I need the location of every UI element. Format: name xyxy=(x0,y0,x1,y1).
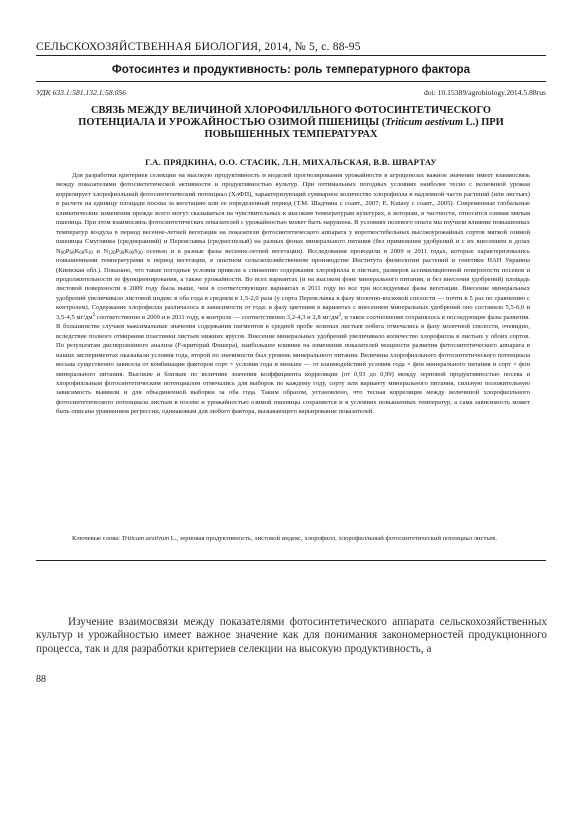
title-part-1: СВЯЗЬ МЕЖДУ ВЕЛИЧИНОЙ ХЛОРОФИЛЛЬНОГО ФОТОСИНТЕТИЧЕСКОГО ПОТЕНЦИАЛА И УРОЖАЙНОСТЬЮ ОЗИМОЙ ПШЕНИЦЫ ( xyxy=(78,105,491,129)
article-title xyxy=(66,105,516,142)
abstract xyxy=(56,171,530,417)
body-paragraph: Изучение взаимосвязи между показателями фотосинтетического аппарата сельскохозяйственных культур и урожайностью имеет важное значение как для понимания закономерностей продукционного процесса, так и для разработки критериев селекции на высокую продуктивность, а xyxy=(36,616,547,655)
udc-code: УДК 633.1:581.132.1:58.056 xyxy=(36,88,126,97)
abstract-subscript: 90 xyxy=(119,250,125,256)
abstract-text: P xyxy=(115,247,120,255)
journal-header: СЕЛЬСКОХОЗЯЙСТВЕННАЯ БИОЛОГИЯ, 2014, № 5, с. 88-95 xyxy=(36,40,361,53)
abstract-text: S xyxy=(84,247,88,255)
doi: doi: 10.15389/agrobiology.2014.5.88rus xyxy=(423,88,546,97)
abstract-subscript: 90 xyxy=(60,250,66,256)
abstract-subscript: 90 xyxy=(129,250,135,256)
abstract-text: K xyxy=(74,247,80,255)
abstract-text: соответственно в 2009 и в 2011 году, в контроле — соответственно 3,2-4,3 и 2,8 мг/дм xyxy=(95,313,339,321)
title-latin-name: Triticum aestivum xyxy=(385,117,464,129)
abstract-subscript: 120 xyxy=(108,250,116,256)
keywords-text: L., зерновая продуктивность, листовой индекс, хлорофилл, хлорофилльный фотосинтетический потенциал листьев. xyxy=(169,535,498,542)
section-title: Фотосинтез и продуктивность: роль температурного фактора xyxy=(111,63,471,76)
abstract-text: осенью и в разные фазы весенне-летней вегетации). Исследования проводили в 2009 и 2011 годах, которые характеризовались повышенными температурами в период вегетации, в опытном сельскохозяйственном производстве Института физиологии растений и генетики НАН Украины (Киевская обл.). Показано, что такие погодные условия привели к снижению содержания хлорофилла в листьях, размеров ассимиляционной поверхности посевов и продолжительности ее функционирования, а также урожайности. Во всех вариантах (и на высоком фоне минерального питания, и без внесения удобрений) площадь листовой поверхности в 2009 году была выше, чем в соответствующих вариантах в 2011 году во все три исследуемые фазы вегетации. Внесение минеральных удобрений увеличивало листовой индекс в оба года в среднем в 1,5-2,0 раза (у сорта Переяславка в фазу молочно-восковой спелости — почти в 5 раз по сравнению с контролем). Содержание хлорофилла различалось в зависимости от года: в фазу цветения в вариантах с внесением минеральных удобрений оно составило 5,5-6,0 и 3,5-4,5 мг/дм xyxy=(56,247,530,321)
keywords-label: Ключевые слова: xyxy=(72,535,122,542)
abstract-subscript: 20 xyxy=(137,250,143,256)
keywords xyxy=(56,534,530,543)
title-part-2: L.) ПРИ ПОВЫШЕННЫХ ТЕМПЕРАТУРАХ xyxy=(204,117,504,141)
abstract-text: , и такое соотношение сохранялось в последующие фазы развития. В большинстве случаев максимальные значения содержания пигментов в средней пробе зеленых листьев побега отмечались в фазу молочной спелости, очевидно, вследствие полного отмирания пластинки листьев нижних ярусов. Внесение минеральных удобрений увеличивало количество хлорофилла в листьях у обоих сортов. По результатам дисперсионного анализа (F-критерий Фишера), наибольшее влияние на изменения показателей мощности развития фотосинтетического аппарата в наших экспериментах оказывали условия года, второй по значимости был уровень минерального питания. Величина хлорофилльного фотосинтетического потенциала весьма существенно зависела от комбинации факторов сорт × условия года и меньше — от взаимодействий условия года × фон минерального питания и сорт × фон минерального питания. Высокие и близкие по величине значения коэффициента корреляции (от 0,93 до 0,99) между зерновой продуктивностью посева и хлорофилльным фотосинтетическим потенциалом отмечались для выборок по каждому году, сорту или варианту минерального питания, сильную положительную зависимость выявили и для объединенной выборки за оба года. Таким образом, установлено, что тесная корреляция между величиной хлорофилльного фотосинтетического потенциала листьев в посеве и урожайностью озимой пшеницы сохраняется и в условиях повышенных температур, а сама зависимость может быть описана уравнением регрессии, одинаковым для любого фактора, вызывающего варьирование показателей. xyxy=(56,313,530,416)
page-number: 88 xyxy=(36,674,46,685)
abstract-end-rule xyxy=(36,560,546,561)
abstract-superscript: 2 xyxy=(338,312,342,318)
authors: Г.А. ПРЯДКИНА, О.О. СТАСИК, Л.Н. МИХАЛЬСКАЯ, В.В. ШВАРТАУ xyxy=(145,157,437,167)
abstract-text: S xyxy=(134,247,138,255)
abstract-subscript: 60 xyxy=(79,250,85,256)
abstract-subscript: 60 xyxy=(69,250,75,256)
section-rule xyxy=(36,81,546,82)
abstract-superscript: 2 xyxy=(92,312,96,318)
keywords-latin-name: Triticum aestivum xyxy=(121,535,170,542)
abstract-text: и N xyxy=(92,247,109,255)
header-rule xyxy=(36,55,546,56)
abstract-subscript: 10 xyxy=(87,250,93,256)
abstract-text: Для разработки критериев селекции на высокую продуктивность и моделей прогнозирования урожайности в агроценозах важное значение имеет взаимосвязь между показателями фотосинтетической активности и продуктивностью культур. При оптимальных погодных условиях наиболее тесно с величиной урожая коррелирует хлорофилльный фотосинтетический потенциал (ХлФП), характеризующий суммарное количество хлорофилла в надземной части растений (или листьях) в расчете на единицу площади посева за вегетацию или ее определенный период (Т.М. Шадчина с соавт., 2007; Е. Kutasy с соавт., 2005). Современные глобальные климатические изменения прежде всего могут сказываться на чувствительных к высоким температурам культурах, к которым, в частности, относится озимая мягкая пшеница. При этом взаимосвязь фотосинтетических показателей с урожайностью может быть нарушена. В условиях полевого опыта мы изучили влияние повышенных температур воздуха в период весенне-летней вегетации на показатели фотосинтетического аппарата у короткостебельных высокоурожайных сортов мягкой озимой пшеницы Смуглянка (среднеранний) и Переяславка (среднеспелый) на разных фонах минерального питания (без применения удобрений и с их внесением в дозах N xyxy=(56,172,530,255)
abstract-text: K xyxy=(124,247,130,255)
abstract-text: P xyxy=(65,247,70,255)
